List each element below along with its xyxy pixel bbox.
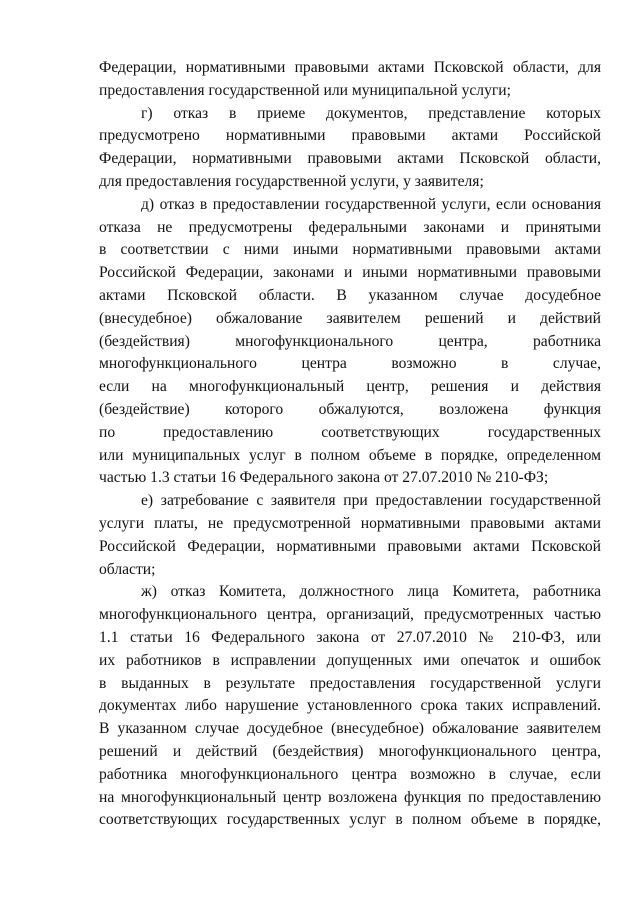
text-line: решений и действий (бездействия) многофункционального центра, [99, 742, 601, 760]
text-line: на многофункциональный центр возложена функция по предоставлению [99, 788, 601, 806]
text-line: д) отказ в предоставлении государственной услуги, если основания [141, 195, 601, 213]
text-line: для предоставления государственной услуги, у заявителя; [99, 172, 484, 190]
text-line: предусмотрено нормативными правовыми актами Российской [99, 127, 601, 145]
text-line: если на многофункциональный центр, решения и действия [99, 378, 601, 396]
text-line: 1.1 статьи 16 Федерального закона от 27.07.2010 № 210-ФЗ, или [99, 628, 601, 646]
text-line: е) затребование с заявителя при предоставлении государственной [141, 492, 601, 510]
text-line: Российской Федерации, законами и иными нормативными правовыми [99, 264, 601, 282]
text-line: частью 1.3 статьи 16 Федерального закона от 27.07.2010 № 210-ФЗ; [99, 469, 549, 487]
text-line: услуги платы, не предусмотренной нормативными правовыми актами [99, 514, 601, 532]
text-line: соответствующих государственных услуг в полном объеме в порядке, [99, 811, 601, 829]
text-line: г) отказ в приеме документов, представление которых [141, 104, 601, 122]
text-line: по предоставлению соответствующих государственных [99, 423, 601, 441]
text-line: предоставления государственной или муниципальной услуги; [99, 81, 511, 99]
text-line: области; [99, 560, 156, 578]
text-line: в выданных в результате предоставления государственной услуги [99, 674, 601, 692]
text-line: многофункционального центра, организаций, предусмотренных частью [99, 606, 601, 624]
text-line: Российской Федерации, нормативными правовыми актами Псковской [99, 537, 601, 555]
text-line: Федерации, нормативными правовыми актами Псковской области, [99, 150, 601, 168]
text-line: документах либо нарушение установленного срока таких исправлений. [99, 697, 601, 715]
text-line: (внесудебное) обжалование заявителем решений и действий [99, 309, 601, 327]
text-line: актами Псковской области. В указанном случае досудебное [99, 286, 601, 304]
text-line: или муниципальных услуг в полном объеме в порядке, определенном [99, 446, 601, 464]
text-line: многофункционального центра возможно в случае, [99, 355, 601, 373]
text-line: В указанном случае досудебное (внесудебное) обжалование заявителем [99, 720, 601, 738]
text-line: (бездействия) многофункционального центра, работника [99, 332, 601, 350]
text-line: их работников в исправлении допущенных ими опечаток и ошибок [99, 651, 601, 669]
text-line: ж) отказ Комитета, должностного лица Комитета, работника [141, 583, 601, 601]
text-line: (бездействие) которого обжалуются, возложена функция [99, 400, 601, 418]
text-line: работника многофункционального центра возможно в случае, если [99, 765, 601, 783]
text-line: отказа не предусмотрены федеральными законами и принятыми [99, 218, 601, 236]
text-line: в соответствии с ними иными нормативными правовыми актами [99, 241, 601, 259]
text-line: Федерации, нормативными правовыми актами Псковской области, для [99, 59, 601, 76]
body-text [99, 57, 601, 832]
